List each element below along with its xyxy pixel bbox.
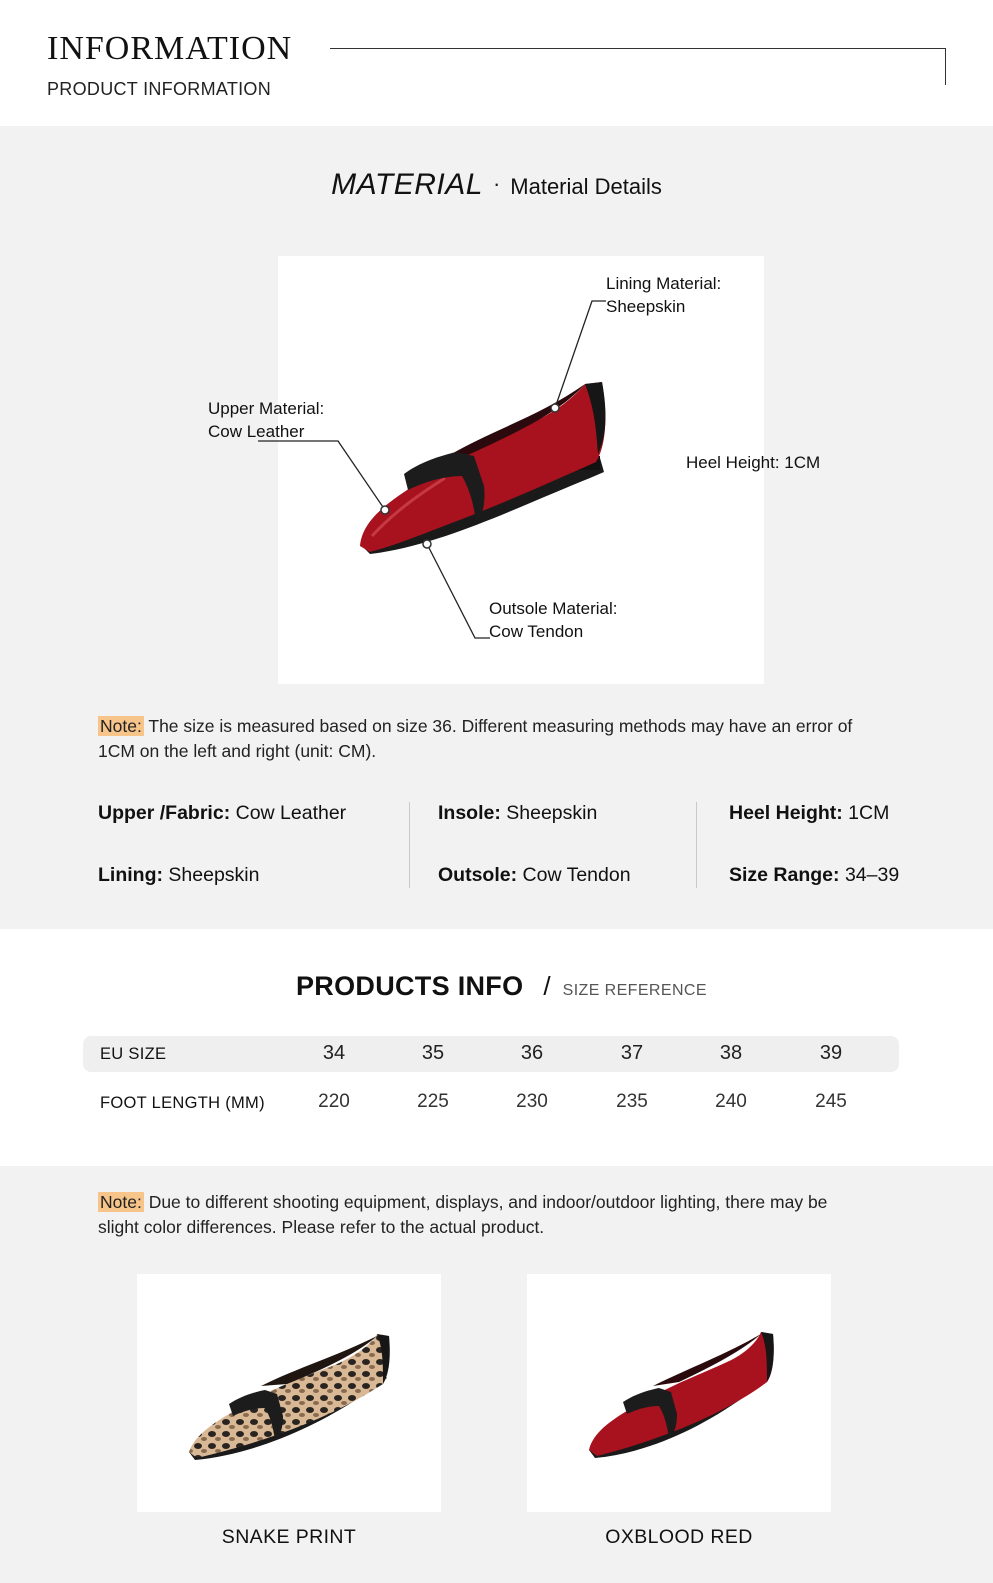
snake-print-shoe-image <box>137 1274 441 1512</box>
heel-callout <box>686 451 820 474</box>
color-note-label: Note: <box>100 1192 142 1212</box>
eu-size-cell: 39 <box>819 1042 843 1064</box>
header-divider-line <box>330 48 946 49</box>
spec-lining-label: Lining: <box>98 864 163 886</box>
outsole-callout-label: Outsole Material: <box>489 599 618 618</box>
foot-length-row <box>83 1085 899 1121</box>
spec-upper-value: Cow Leather <box>230 802 347 824</box>
color-note-text: Due to different shooting equipment, displays, and indoor/outdoor lighting, there may be slight color differences. Please refer to the actual product. <box>98 1192 828 1237</box>
foot-length-cell: 240 <box>715 1091 747 1112</box>
color-options-section <box>0 1166 993 1583</box>
foot-length-cell: 230 <box>516 1091 548 1112</box>
upper-callout-value: Cow Leather <box>208 422 305 441</box>
spec-divider-2 <box>696 802 697 888</box>
products-slash: / <box>543 971 551 1001</box>
products-subtitle: SIZE REFERENCE <box>562 982 707 999</box>
spec-heel-value: 1CM <box>842 802 890 824</box>
foot-length-cell: 220 <box>318 1091 350 1112</box>
spec-lining-value: Sheepskin <box>162 864 260 886</box>
header-divider-tick <box>945 48 946 85</box>
spec-lining <box>98 864 259 887</box>
page-subtitle: PRODUCT INFORMATION <box>47 79 272 99</box>
eu-size-label: EU SIZE <box>100 1045 167 1063</box>
lining-callout-value: Sheepskin <box>606 297 686 316</box>
material-section <box>0 126 993 929</box>
lining-callout-label: Lining Material: <box>606 274 722 293</box>
foot-length-cell: 245 <box>815 1091 847 1112</box>
spec-heel-label: Heel Height: <box>729 802 843 824</box>
material-title: MATERIAL <box>331 168 483 201</box>
upper-callout <box>208 397 324 443</box>
oxblood-red-swatch[interactable] <box>527 1274 831 1512</box>
material-subtitle: Material Details <box>510 174 662 199</box>
material-separator: · <box>492 171 501 196</box>
upper-callout-label: Upper Material: <box>208 399 325 418</box>
spec-divider-1 <box>409 802 410 888</box>
oxblood-red-shoe-image <box>527 1274 831 1512</box>
info-header <box>0 0 993 126</box>
spec-outsole-label: Outsole: <box>438 864 518 886</box>
eu-size-cell: 35 <box>421 1042 445 1064</box>
spec-outsole <box>438 864 631 887</box>
eu-size-cell: 38 <box>719 1042 743 1064</box>
spec-grid <box>0 796 993 896</box>
eu-size-row <box>83 1036 899 1072</box>
spec-insole-value: Sheepskin <box>500 802 598 824</box>
foot-length-label: FOOT LENGTH (MM) <box>100 1094 265 1112</box>
eu-size-cell: 37 <box>620 1042 644 1064</box>
outsole-callout <box>489 597 618 643</box>
spec-insole <box>438 802 597 825</box>
color-note <box>98 1190 858 1240</box>
products-info-section <box>0 929 993 1166</box>
size-note-label: Note: <box>100 716 142 736</box>
snake-print-swatch[interactable] <box>137 1274 441 1512</box>
eu-size-cell: 34 <box>322 1042 346 1064</box>
foot-length-cell: 235 <box>616 1091 648 1112</box>
foot-length-cell: 225 <box>417 1091 449 1112</box>
spec-size-range-label: Size Range: <box>729 864 840 886</box>
size-note-text: The size is measured based on size 36. Different measuring methods may have an error of 1CM on the left and right (unit: CM). <box>98 716 853 761</box>
lining-callout <box>606 272 721 318</box>
products-heading <box>296 971 707 1002</box>
snake-print-label[interactable]: SNAKE PRINT <box>221 1526 357 1548</box>
size-note <box>98 714 858 764</box>
spec-upper-label: Upper /Fabric: <box>98 802 231 824</box>
outsole-callout-value: Cow Tendon <box>489 622 584 641</box>
spec-heel <box>729 802 889 825</box>
products-title: PRODUCTS INFO <box>296 971 524 1001</box>
spec-insole-label: Insole: <box>438 802 501 824</box>
spec-size-range-value: 34–39 <box>839 864 900 886</box>
spec-outsole-value: Cow Tendon <box>517 864 631 886</box>
page-title: INFORMATION <box>47 30 293 67</box>
eu-size-cell: 36 <box>520 1042 544 1064</box>
spec-upper <box>98 802 346 825</box>
heel-callout-label: Heel Height: 1CM <box>686 453 821 472</box>
oxblood-red-label[interactable]: OXBLOOD RED <box>605 1526 753 1548</box>
material-heading <box>0 168 993 202</box>
spec-size-range <box>729 864 899 887</box>
